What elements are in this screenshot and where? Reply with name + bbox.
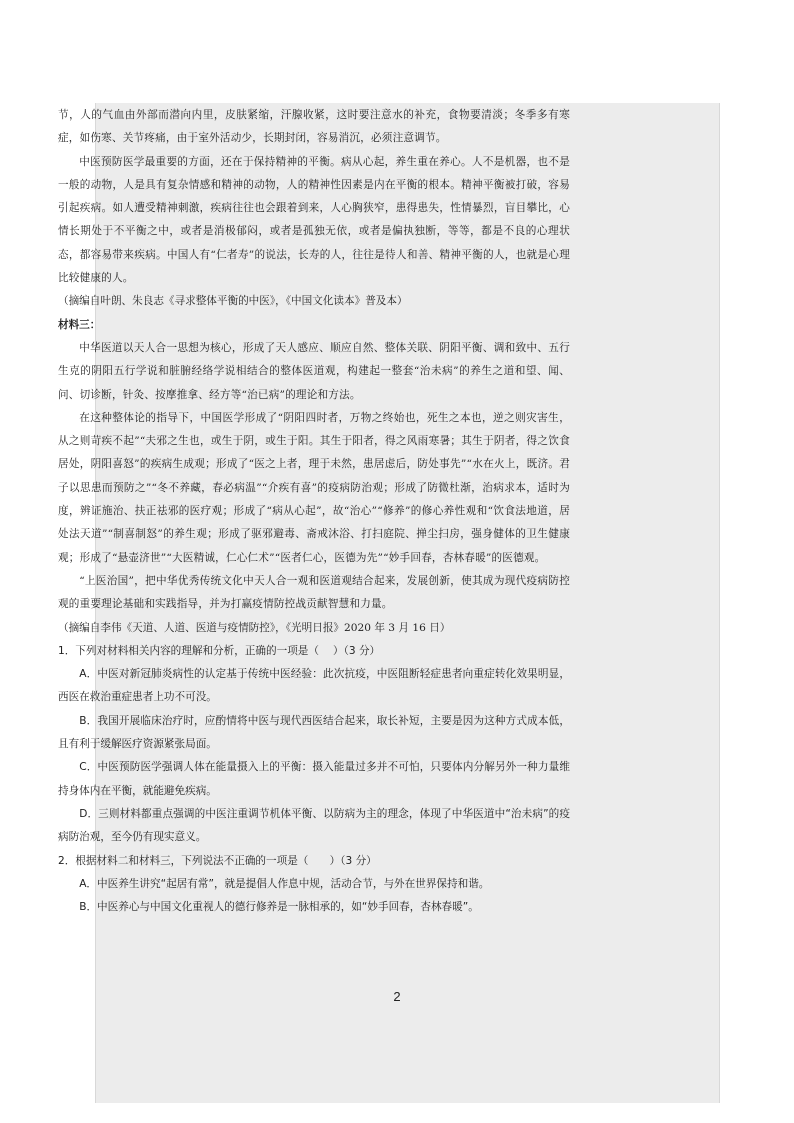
material3-heading: 材料三： (58, 318, 101, 331)
page-number: 2 (393, 989, 401, 1004)
material3-paragraph-3: “上医治国”，把中华优秀传统文化中天人合一观和医道观结合起来，发展创新，使其成为现代疫病防控观的重要理论基础和实践指导，并为打赢疫情防控战贡献智慧和力量。 (58, 574, 570, 611)
page-content (58, 104, 570, 919)
material3-paragraph-1: 中华医道以天人合一思想为核心，形成了天人感应、顺应自然、整体关联、阴阳平衡、调和致中、五行生克的阴阳五行学说和脏腑经络学说相结合的整体医道观，构建起一整套“治未病”的养生之道和望、闻、问、切诊断，针灸、按摩推拿、经方等“治已病”的理论和方法。 (58, 341, 570, 401)
material2-paragraph-mind: 中医预防医学最重要的方面，还在于保持精神的平衡。病从心起，养生重在养心。人不是机器，也不是一般的动物，人是具有复杂情感和精神的动物，人的精神性因素是内在平衡的根本。精神平衡被打破，容易引起疾病。如人遭受精神刺激，疾病往往也会跟着到来，人心胸狭窄，患得患失，性情暴烈，盲目攀比，心情长期处于不平衡之中，或者是消极郁闷，或者是孤独无依，或者是偏执独断，等等，都是不良的心理状态，都容易带来疾病。中国人有“仁者寿”的说法，长寿的人，往往是待人和善、精神平衡的人，也就是心理比较健康的人。 (58, 155, 570, 285)
question-1-option-a: A．中医对新冠肺炎病性的认定基于传统中医经验：此次抗疫，中医阻断轻症患者向重症转化效果明显，西医在救治重症患者上功不可没。 (58, 668, 570, 704)
material2-source: （摘编自叶朗、朱良志《寻求整体平衡的中医》，《中国文化读本》普及本） (58, 295, 408, 308)
question-2-stem: 2．根据材料二和材料三，下列说法不正确的一项是（ ）（3 分） (58, 854, 377, 867)
question-1-option-c: C．中医预防医学强调人体在能量摄入上的平衡：摄入能量过多并不可怕，只要体内分解另外一种力量维持身体内在平衡，就能避免疾病。 (58, 761, 570, 797)
question-1-option-b: B．我国开展临床治疗时，应酌情将中医与现代西医结合起来，取长补短，主要是因为这种方式成本低，且有利于缓解医疗资源紧张局面。 (58, 714, 570, 751)
question-2-option-b: B．中医养心与中国文化重视人的德行修养是一脉相承的，如“妙手回春，杏林春暖”。 (79, 901, 479, 914)
question-2-option-a: A．中医养生讲究“起居有常”，就是提倡人作息中规，活动合节，与外在世界保持和谐。 (79, 877, 490, 890)
material3-source: （摘编自李伟《天道、人道、医道与疫情防控》，《光明日报》2020 年 3 月 16 日） (58, 621, 451, 634)
question-1-option-d: D．三则材料都重点强调的中医注重调节机体平衡、以防病为主的理念，体现了中华医道中“治未病”的疫病防治观，至今仍有现实意义。 (58, 807, 570, 844)
question-1-stem: 1．下列对材料相关内容的理解和分析，正确的一项是（ ）（3 分） (58, 644, 381, 657)
material3-paragraph-2: 在这种整体论的指导下，中国医学形成了“阴阳四时者，万物之终始也，死生之本也，逆之则灾害生，从之则苛疾不起”“夫邪之生也，或生于阴，或生于阳。其生于阳者，得之风雨寒暑；其生于阴者，得之饮食居处，阴阳喜怒”的疾病生成观；形成了“医之上者，理于未然，患居虑后，防处事先”“水在火上，既济。君子以思患而预防之”“冬不养藏，春必病温”“介疾有喜”的疫病防治观；形成了防微杜渐，治病求本，适时为度，辨证施治、扶正祛邪的医疗观；形成了“病从心起”，故“治心”“修养”的修心养性观和“饮食法地道，居处法天道”“制喜制怒”的养生观；形成了驱邪避毒、斋戒沐浴、打扫庭院、掸尘扫房，强身健体的卫生健康观；形成了“悬壶济世”“大医精诚，仁心仁术”“医者仁心，医德为先”“妙手回春，杏林春暖”的医德观。 (58, 411, 570, 564)
material2-paragraph-tail: 节，人的气血由外部而潜向内里，皮肤紧缩，汗腺收紧，这时要注意水的补充，食物要清淡；冬季多有寒症，如伤寒、关节疼痛，由于室外活动少，长期封闭，容易消沉，必须注意调节。 (58, 109, 570, 145)
